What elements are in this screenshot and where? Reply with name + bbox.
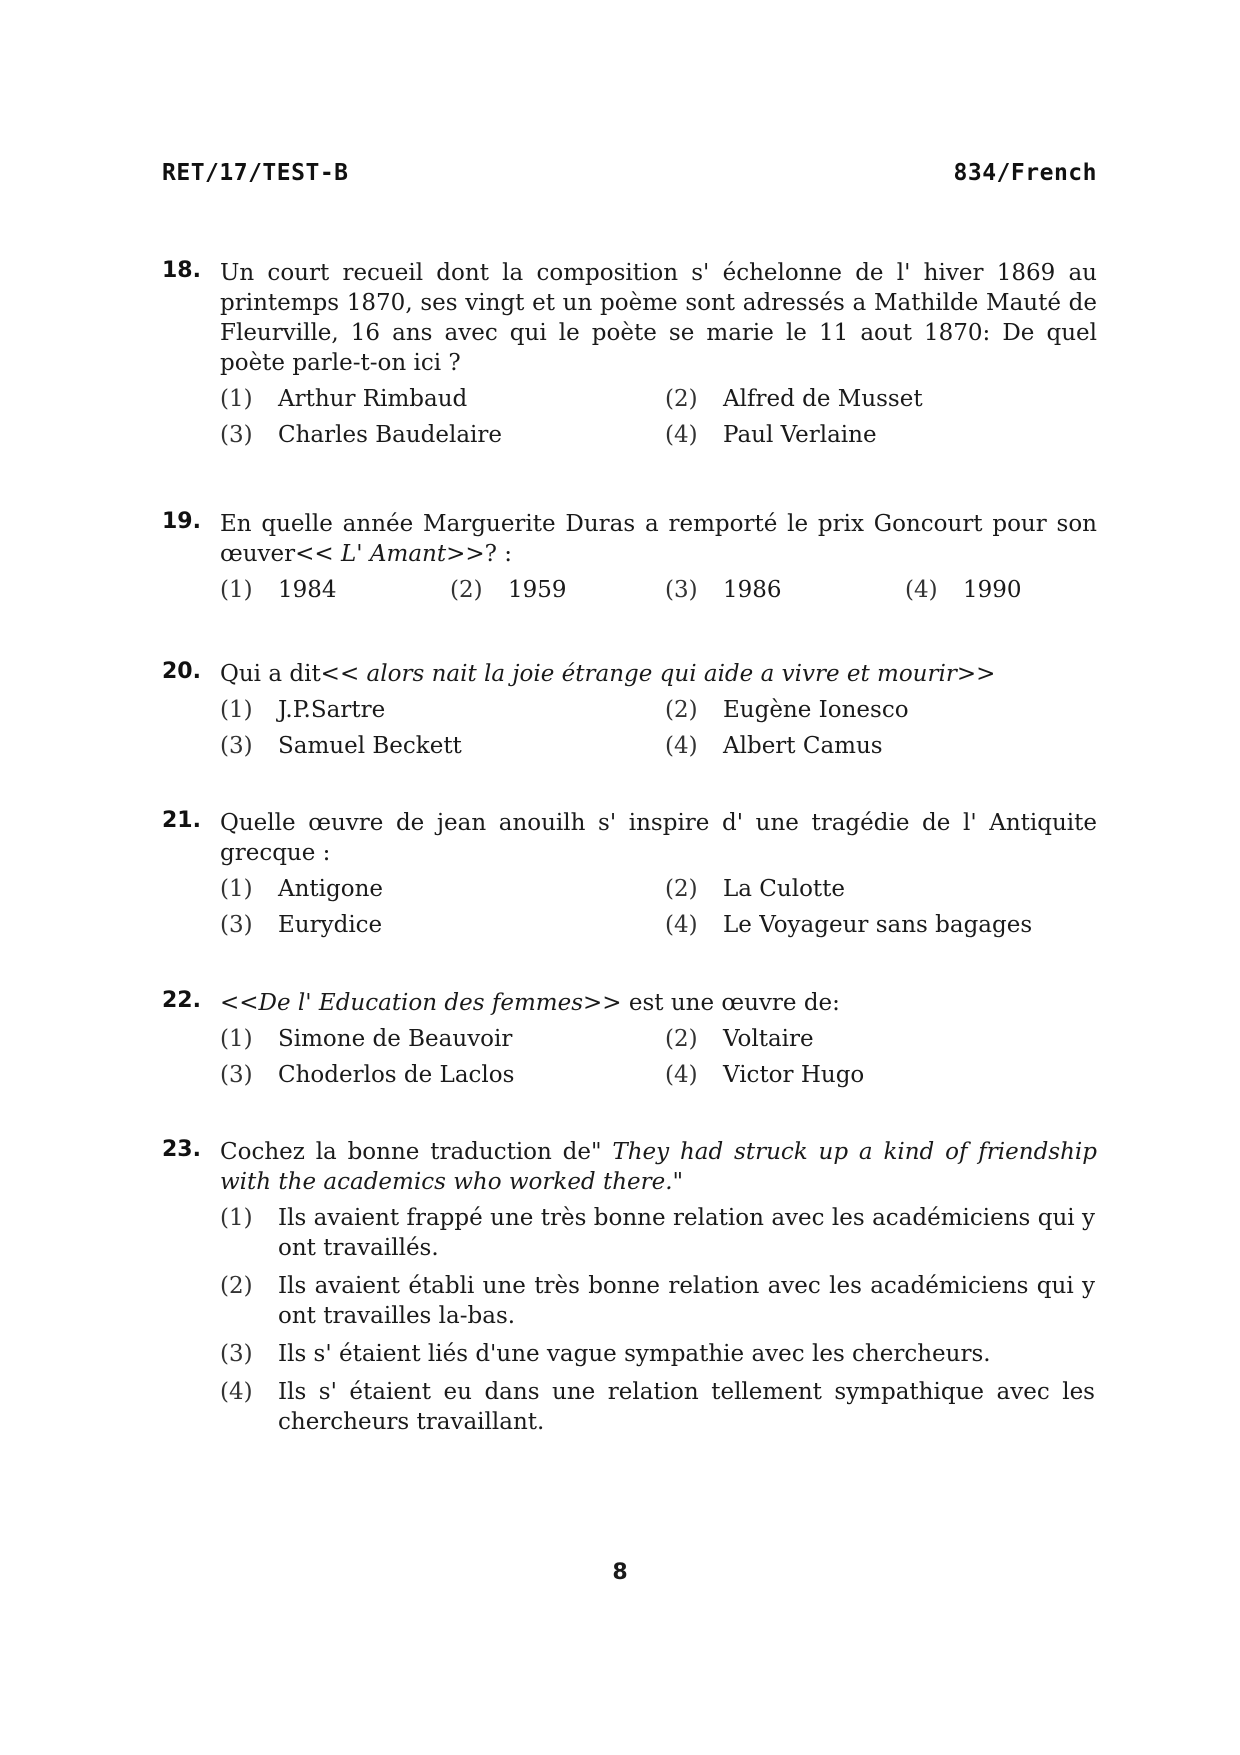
option-number: (4) (905, 577, 938, 603)
option-label: Albert Camus (723, 733, 883, 759)
question-23 (162, 1137, 1097, 1445)
option-1 (220, 874, 665, 904)
question-number: 19. (162, 509, 201, 534)
question-22 (162, 988, 1097, 1090)
option-number: (2) (665, 1026, 698, 1052)
option-label: Victor Hugo (723, 1062, 865, 1088)
question-number: 21. (162, 808, 201, 833)
option-4 (665, 731, 1085, 761)
option-1 (220, 384, 665, 414)
options (220, 874, 1097, 940)
option-label: Le Voyageur sans bagages (723, 912, 1033, 938)
option-number: (4) (665, 422, 698, 448)
option-label: Eugène Ionesco (723, 697, 909, 723)
option-4 (905, 575, 1085, 605)
question-number: 20. (162, 659, 201, 684)
question-18 (162, 258, 1097, 450)
question-text-italic: De l' Education des femmes (258, 990, 583, 1016)
question-text-part: >>? : (446, 541, 513, 567)
option-label: Eurydice (278, 912, 383, 938)
option-label: Voltaire (723, 1026, 814, 1052)
option-number: (1) (220, 386, 253, 412)
option-number: (4) (665, 912, 698, 938)
option-label: 1984 (278, 577, 337, 603)
options (220, 384, 1097, 450)
option-label: Ils avaient frappé une très bonne relation avec les académiciens qui y ont travaillés. (278, 1205, 1095, 1261)
option-label: Simone de Beauvoir (278, 1026, 513, 1052)
option-label: Samuel Beckett (278, 733, 462, 759)
option-number: (1) (220, 1205, 253, 1231)
option-3 (220, 910, 665, 940)
option-label: Arthur Rimbaud (278, 386, 468, 412)
page-number: 8 (612, 1560, 628, 1585)
question-number: 23. (162, 1137, 201, 1162)
question-text-italic: alors nait la joie étrange qui aide a vivre et mourir (366, 661, 957, 687)
question-number: 22. (162, 988, 201, 1013)
option-2 (665, 384, 1085, 414)
option-4 (665, 420, 1085, 450)
option-number: (1) (220, 697, 253, 723)
option-4 (220, 1377, 1097, 1437)
option-number: (4) (220, 1379, 253, 1405)
option-label: Paul Verlaine (723, 422, 877, 448)
option-label: Ils s' étaient eu dans une relation tellement sympathique avec les chercheurs travaillant. (278, 1379, 1095, 1435)
option-number: (1) (220, 1026, 253, 1052)
option-number: (3) (220, 733, 253, 759)
option-number: (3) (220, 1062, 253, 1088)
subject-code: 834/French (953, 160, 1097, 186)
option-number: (3) (220, 422, 253, 448)
option-3 (220, 731, 665, 761)
option-4 (665, 910, 1085, 940)
question-19 (162, 509, 1097, 605)
option-label: Antigone (278, 876, 384, 902)
option-3 (220, 420, 665, 450)
question-text-part: Cochez la bonne traduction de" (220, 1139, 613, 1165)
question-text-part: En quelle année Marguerite Duras a remporté le prix Goncourt pour son œuver<< (220, 511, 1097, 567)
option-number: (4) (665, 1062, 698, 1088)
option-number: (3) (665, 577, 698, 603)
options (220, 575, 1097, 605)
option-2 (665, 695, 1085, 725)
option-1 (220, 575, 450, 605)
question-text-italic: They had struck up a kind of friendship with the academics who worked there. (220, 1139, 1097, 1195)
question-text (220, 659, 1097, 689)
option-label: 1959 (508, 577, 567, 603)
question-text: Un court recueil dont la composition s' échelonne de l' hiver 1869 au printemps 1870, ses vingt et un poème sont adressés a Mathilde Mauté de Fleurville, 16 ans avec qui le poète se marie le 11 aout 1870: De quel poète parle-t-on ici ? (220, 260, 1097, 376)
question-text-part: " (672, 1169, 684, 1195)
option-label: Ils s' étaient liés d'une vague sympathie avec les chercheurs. (278, 1341, 991, 1367)
option-2 (665, 1024, 1085, 1054)
option-1 (220, 1024, 665, 1054)
question-number: 18. (162, 258, 201, 283)
option-label: 1990 (963, 577, 1022, 603)
option-4 (665, 1060, 1085, 1090)
question-text-part: Qui a dit<< (220, 661, 367, 687)
option-label: La Culotte (723, 876, 846, 902)
question-text-italic: L' Amant (341, 541, 447, 567)
option-number: (1) (220, 876, 253, 902)
option-2 (450, 575, 665, 605)
option-number: (2) (665, 386, 698, 412)
question-21 (162, 808, 1097, 940)
question-text-part: << (220, 990, 259, 1016)
options (220, 695, 1097, 761)
option-3 (665, 575, 905, 605)
question-text (220, 988, 1097, 1018)
question-text-part: >> (956, 661, 996, 687)
option-3 (220, 1060, 665, 1090)
option-number: (1) (220, 577, 253, 603)
option-number: (2) (450, 577, 483, 603)
option-number: (2) (220, 1273, 253, 1299)
option-label: J.P.Sartre (278, 697, 386, 723)
option-label: Choderlos de Laclos (278, 1062, 515, 1088)
exam-code: RET/17/TEST-B (162, 160, 349, 186)
option-number: (3) (220, 912, 253, 938)
option-3 (220, 1339, 1097, 1369)
question-text-part: >> est une œuvre de: (583, 990, 840, 1016)
option-number: (4) (665, 733, 698, 759)
option-label: Charles Baudelaire (278, 422, 502, 448)
option-label: 1986 (723, 577, 782, 603)
option-number: (3) (220, 1341, 253, 1367)
question-20 (162, 659, 1097, 761)
option-2 (220, 1271, 1097, 1331)
option-2 (665, 874, 1085, 904)
option-1 (220, 1203, 1097, 1263)
option-label: Alfred de Musset (723, 386, 923, 412)
option-number: (2) (665, 697, 698, 723)
options (220, 1024, 1097, 1090)
question-text (220, 509, 1097, 569)
option-1 (220, 695, 665, 725)
option-number: (2) (665, 876, 698, 902)
question-text (220, 1137, 1097, 1197)
question-text: Quelle œuvre de jean anouilh s' inspire d' une tragédie de l' Antiquite grecque : (220, 810, 1097, 866)
option-label: Ils avaient établi une très bonne relation avec les académiciens qui y ont travailles la-bas. (278, 1273, 1095, 1329)
options (220, 1203, 1097, 1437)
